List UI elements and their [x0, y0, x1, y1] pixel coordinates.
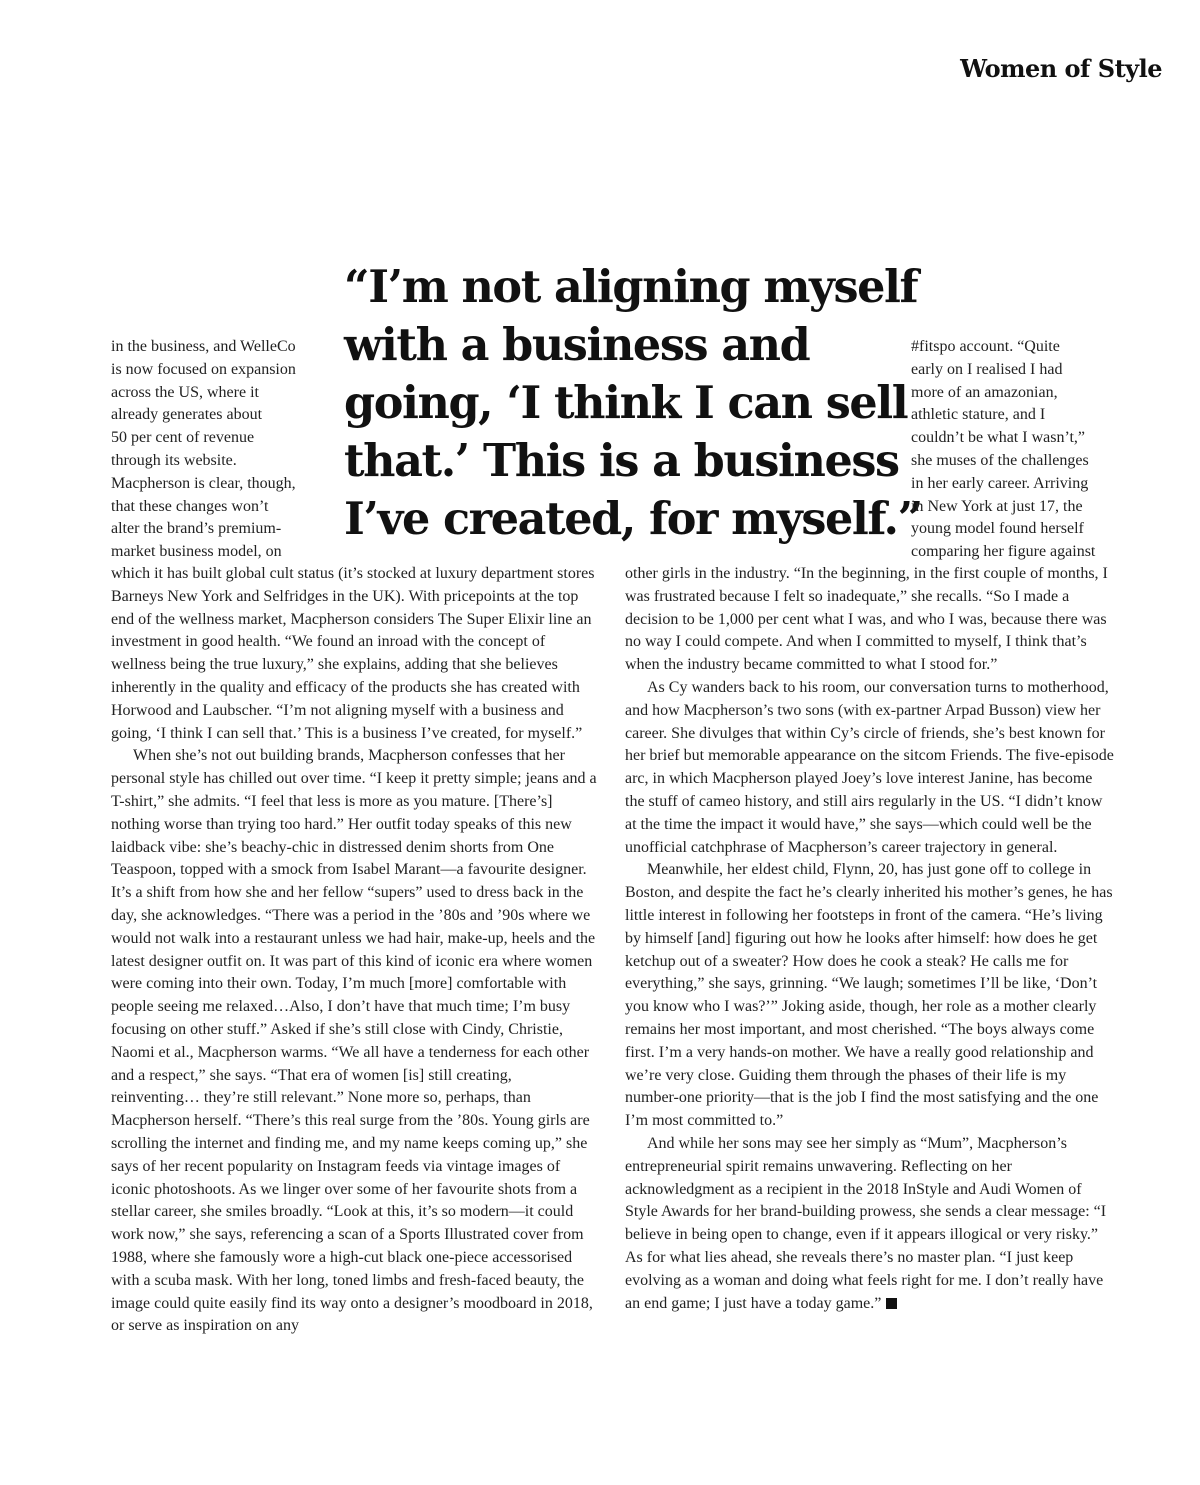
narrow-left-column	[111, 336, 316, 564]
text-line: young model found herself	[911, 520, 1084, 538]
text-line: couldn’t be what I wasn’t,”	[911, 429, 1086, 447]
text-line: more of an amazonian,	[911, 383, 1058, 401]
text-line: 50 per cent of revenue	[111, 429, 255, 447]
text-line: she muses of the challenges	[911, 451, 1089, 469]
text-line: alter the brand’s premium-	[111, 520, 282, 538]
pull-quote-line: with a business and	[344, 319, 810, 371]
pull-quote-line: I’ve created, for myself.”	[344, 493, 922, 545]
paragraph: As Cy wanders back to his room, our conversation turns to motherhood, and how Macpherson’s two sons (with ex-partner Arpad Busson) view her career. She divulges that within Cy’s circle of friends, she’s best known for her brief but memorable appearance on the sitcom Friends. The five-episode arc, in which Macpherson played Joey’s love interest Janine, has become the stuff of cameo history, and still airs regularly in the US. “I didn’t know at the time the impact it would have,” she says—which could well be the unofficial catchphrase of Macpherson’s career trajectory in general.	[625, 678, 1114, 856]
text-line: market business model, on	[111, 543, 282, 561]
paragraph: other girls in the industry. “In the beginning, in the first couple of months, I was frustrated because I felt so inadequate,” she recalls. “So I made a decision to be 1,000 per cent what I was, and who I was, because there was no way I could compete. And when I committed to myself, I think that’s when the industry became committed to what I stood for.”	[625, 565, 1108, 674]
text-line: already generates about	[111, 406, 263, 424]
end-mark-icon	[886, 1298, 897, 1309]
narrow-right-column	[911, 336, 1116, 564]
main-left-column	[111, 563, 601, 1338]
main-right-column	[625, 563, 1115, 1315]
text-line: in the business, and WelleCo	[111, 338, 296, 355]
pull-quote-line: going, ‘I think I can sell	[344, 377, 908, 429]
paragraph: Meanwhile, her eldest child, Flynn, 20, has just gone off to college in Boston, and despite the fact he’s clearly inherited his mother’s genes, he has little interest in following her footsteps in front of the camera. “He’s living by himself [and] figuring out how he looks after himself: how does he get ketchup out of a sweater? How does he cook a steak? He calls me for everything,” she says, grinning. “We laugh; sometimes I’ll be like, ‘Don’t you know who I was?’” Joking aside, though, her role as a mother clearly remains her most important, and most cherished. “The boys always come first. I’m a very hands-on mother. We have a really good relationship and we’re very close. Guiding them through the phases of their life is my number-one priority—that is the job I find the most satisfying and the one I’m most committed to.”	[625, 861, 1113, 1130]
text-line: through its website.	[111, 451, 237, 469]
text-line: that these changes won’t	[111, 497, 269, 515]
text-line: Macpherson is clear, though,	[111, 474, 296, 492]
paragraph-text: And while her sons may see her simply as “Mum”, Macpherson’s entrepreneurial spirit remains unwavering. Reflecting on her acknowledgment as a recipient in the 2018 InStyle and Audi Women of Style Awards for her brand-building prowess, she sends a clear message: “I believe in being open to change, even if it appears illogical or very risky.” As for what lies ahead, she reveals there’s no master plan. “I just keep evolving as a woman and doing what feels right for me. I don’t really have an end game; I just have a today game.”	[625, 1134, 1107, 1312]
text-line: athletic stature, and I	[911, 406, 1046, 424]
text-line: across the US, where it	[111, 383, 259, 401]
text-line: is now focused on expansion	[111, 360, 296, 378]
pull-quote	[344, 258, 922, 548]
text-line: comparing her figure against	[911, 543, 1096, 561]
paragraph	[625, 1133, 1115, 1315]
section-title: Women of Style	[960, 54, 1162, 83]
pull-quote-line: “I’m not aligning myself	[344, 261, 918, 313]
text-line: early on I realised I had	[911, 360, 1063, 378]
text-line: in New York at just 17, the	[911, 497, 1083, 515]
text-line: #fitspo account. “Quite	[911, 338, 1060, 355]
text-line: in her early career. Arriving	[911, 474, 1089, 492]
pull-quote-line: that.’ This is a business	[344, 435, 899, 487]
paragraph: When she’s not out building brands, Macpherson confesses that her personal style has chilled out over time. “I keep it pretty simple; jeans and a T-shirt,” she admits. “I feel that less is more as you mature. [There’s] nothing worse than trying too hard.” Her outfit today speaks of this new laidback vibe: she’s beachy-chic in distressed denim shorts from One Teaspoon, topped with a smock from Isabel Marant—a favourite designer. It’s a shift from how she and her fellow “supers” used to dress back in the day, she acknowledges. “There was a period in the ’80s and ’90s where we would not walk into a restaurant unless we had hair, make-up, heels and the latest designer outfit on. It was part of this kind of iconic era where women were coming into their own. Today, I’m much [more] comfortable with people seeing me relaxed…Also, I don’t have that much time; I’m busy focusing on other stuff.” Asked if she’s still close with Cindy, Christie, Naomi et al., Macpherson warms. “We all have a tenderness for each other and a respect,” she says. “That era of women [is] still creating, reinventing… they’re still relevant.” None more so, perhaps, than Macpherson herself. “There’s this real surge from the ’80s. Young girls are scrolling the internet and finding me, and my name keeps coming up,” she says of her recent popularity on Instagram feeds via vintage images of iconic photoshoots. As we linger over some of her favourite shots from a stellar career, she smiles broadly. “Look at this, it’s so modern—it could work now,” she says, referencing a scan of a Sports Illustrated cover from 1988, where she famously wore a high-cut black one-piece accessorised with a scuba mask. With her long, toned limbs and fresh-faced beauty, the image could quite easily find its way onto a designer’s moodboard in 2018, or serve as inspiration on any	[111, 747, 597, 1335]
paragraph: which it has built global cult status (it’s stocked at luxury department stores Barneys New York and Selfridges in the UK). With pricepoints at the top end of the wellness market, Macpherson considers The Super Elixir line an investment in good health. “We found an inroad with the concept of wellness being the true luxury,” she explains, adding that she believes inherently in the quality and efficacy of the products she has created with Horwood and Laubscher. “I’m not aligning myself with a business and going, ‘I think I can sell that.’ This is a business I’ve created, for myself.”	[111, 565, 595, 742]
